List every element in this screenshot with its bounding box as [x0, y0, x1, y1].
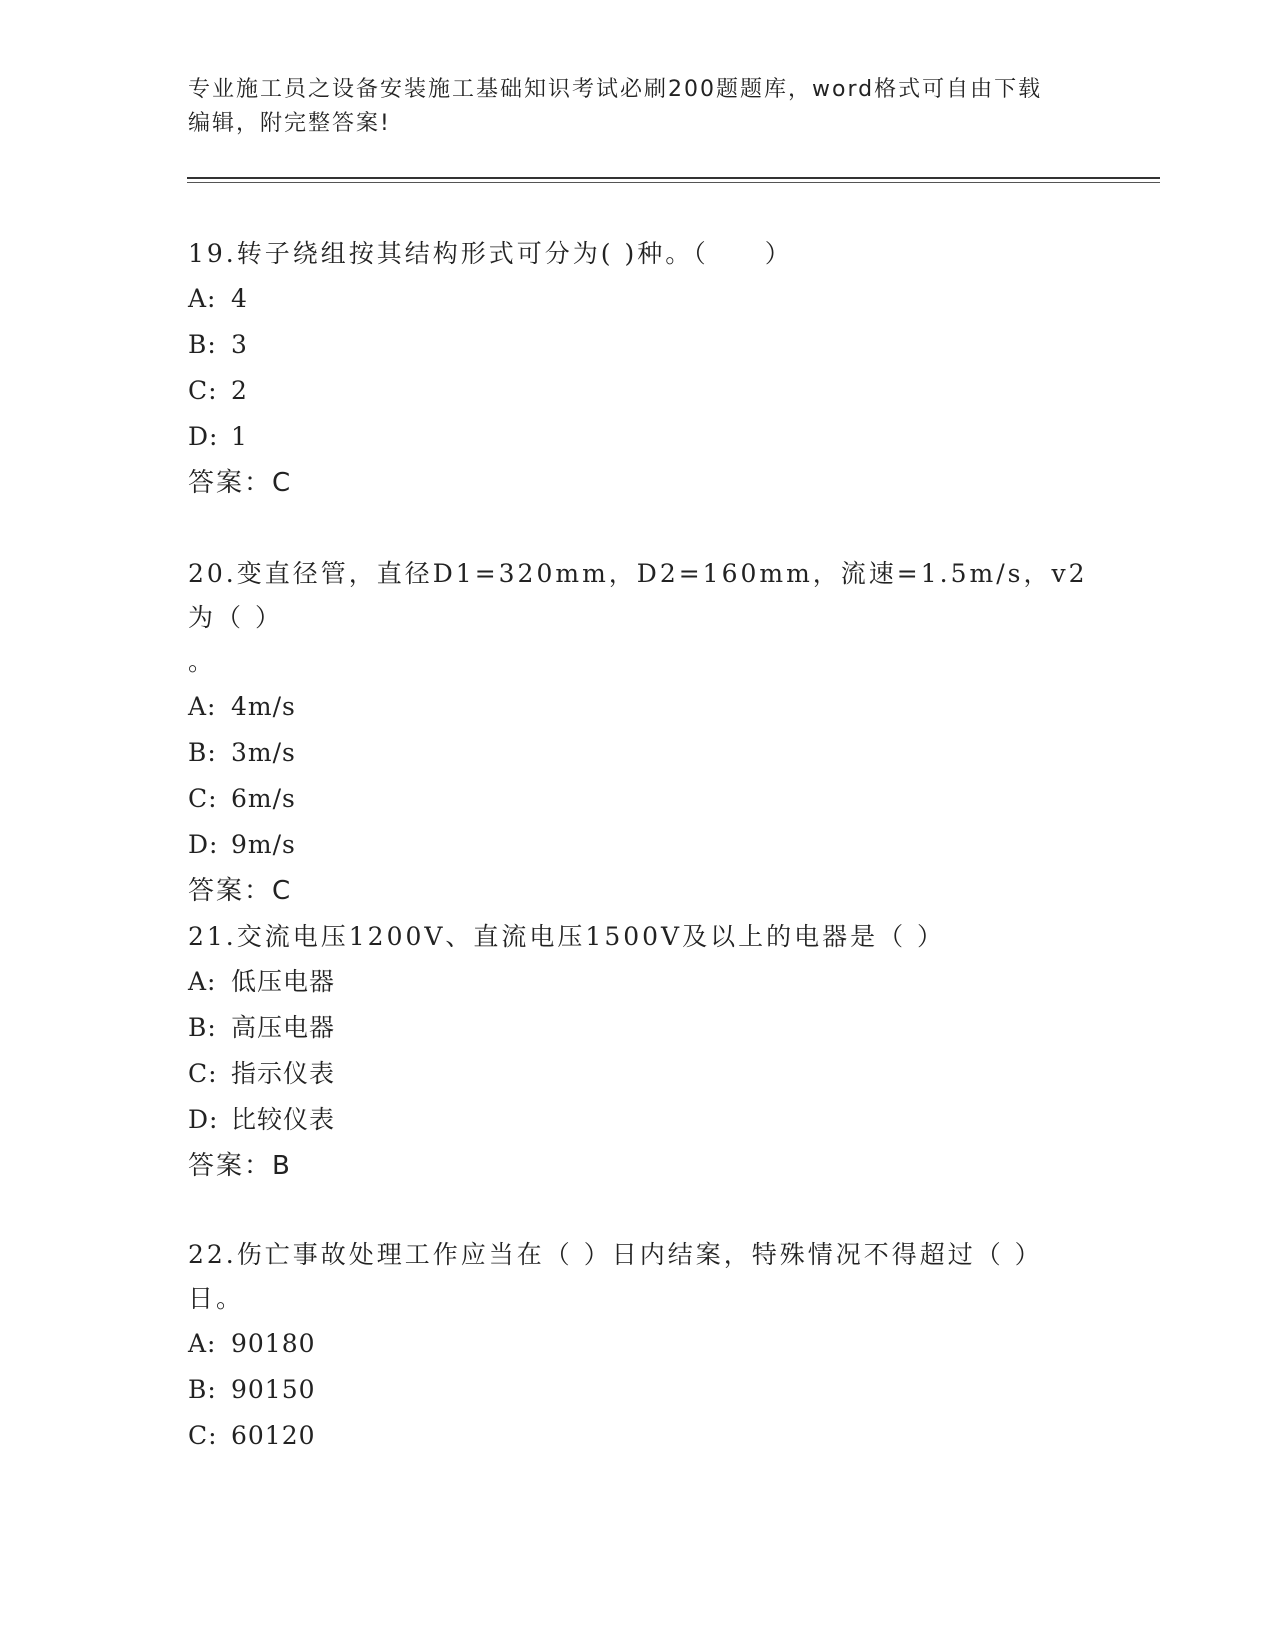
option-text: 3: [231, 330, 248, 359]
option-text: 比较仪表: [231, 1105, 336, 1134]
header-title-line1: 专业施工员之设备安装施工基础知识考试必刷200题题库，word格式可自由下载: [188, 77, 1043, 102]
header-title-line2: 编辑，附完整答案!: [188, 111, 391, 136]
option-letter: C:: [188, 784, 218, 813]
header-divider-thin: [187, 182, 1160, 183]
question-stem: 19.转子绕组按其结构形式可分为( )种。（ ）: [188, 239, 793, 268]
option-text: 2: [231, 376, 248, 405]
option-c: [188, 1051, 1088, 1097]
option-letter: A:: [188, 967, 217, 996]
option-c: [188, 1413, 1088, 1459]
question-21: [188, 915, 1088, 1189]
option-text: 9m/s: [231, 830, 296, 859]
option-text: 90150: [231, 1375, 316, 1404]
option-d: [188, 822, 1088, 868]
option-a: [188, 1321, 1088, 1367]
option-letter: C:: [188, 376, 218, 405]
question-stem: 21.交流电压1200V、直流电压1500V及以上的电器是（ ）: [188, 922, 946, 951]
option-text: 高压电器: [231, 1013, 336, 1042]
option-letter: A:: [188, 692, 217, 721]
answer-line: 答案：C: [188, 876, 293, 906]
option-text: 6m/s: [231, 784, 296, 813]
answer-line: 答案：B: [188, 1151, 292, 1181]
option-b: [188, 730, 1088, 776]
option-text: 1: [231, 422, 248, 451]
option-a: [188, 959, 1088, 1005]
document-header: [188, 73, 1088, 141]
option-letter: C:: [188, 1421, 218, 1450]
option-letter: B:: [188, 330, 217, 359]
option-letter: D:: [188, 422, 219, 451]
option-text: 60120: [231, 1421, 316, 1450]
option-c: [188, 776, 1088, 822]
option-letter: D:: [188, 830, 219, 859]
option-letter: C:: [188, 1059, 218, 1088]
option-text: 3m/s: [231, 738, 296, 767]
option-letter: B:: [188, 1375, 217, 1404]
option-text: 低压电器: [231, 967, 336, 996]
option-c: [188, 368, 1088, 414]
question-stem: 22.伤亡事故处理工作应当在（ ）日内结案，特殊情况不得超过（ ） 日。: [188, 1240, 1043, 1313]
question-stem: 20.变直径管，直径D1=320mm，D2=160mm，流速=1.5m/s，v2为（ ） 。: [188, 559, 1088, 676]
option-letter: B:: [188, 1013, 217, 1042]
option-letter: A:: [188, 284, 217, 313]
question-20: [188, 552, 1088, 914]
option-letter: B:: [188, 738, 217, 767]
question-19: [188, 232, 1088, 506]
option-b: [188, 1005, 1088, 1051]
option-text: 90180: [231, 1329, 316, 1358]
option-b: [188, 322, 1088, 368]
option-a: [188, 684, 1088, 730]
header-divider-thick: [187, 177, 1160, 179]
option-letter: D:: [188, 1105, 219, 1134]
option-text: 4: [231, 284, 248, 313]
question-22: [188, 1233, 1088, 1459]
option-d: [188, 1097, 1088, 1143]
option-text: 指示仪表: [231, 1059, 336, 1088]
option-b: [188, 1367, 1088, 1413]
option-a: [188, 276, 1088, 322]
answer-line: 答案：C: [188, 468, 293, 498]
option-d: [188, 414, 1088, 460]
option-text: 4m/s: [231, 692, 296, 721]
option-letter: A:: [188, 1329, 217, 1358]
